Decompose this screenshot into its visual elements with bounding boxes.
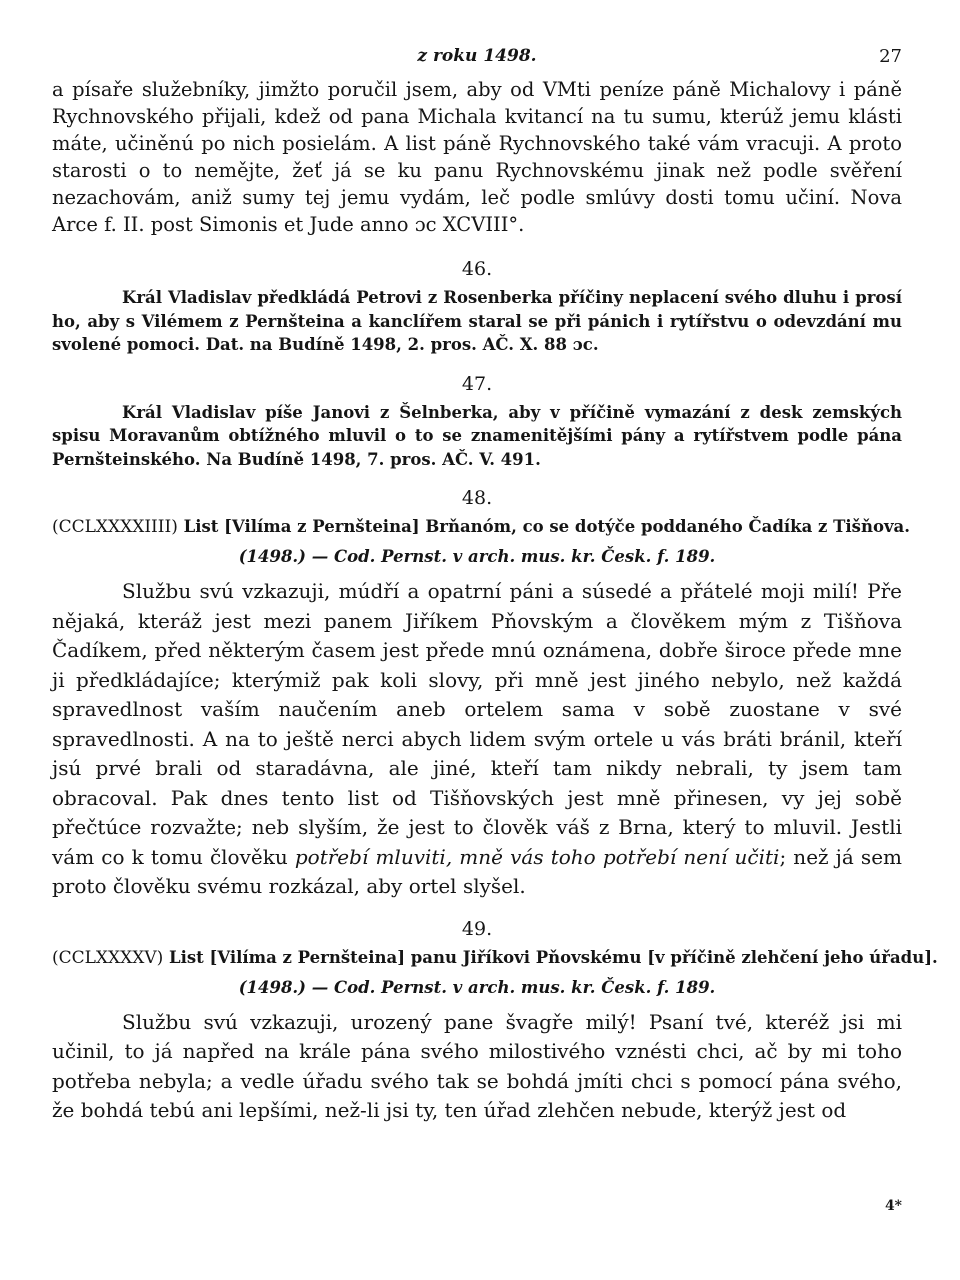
letter-heading-text: List [Vilíma z Pernšteina] Brňanóm, co se dotýče poddaného Čadíka z Tišňova. (183, 517, 910, 536)
letter-heading (52, 946, 938, 970)
letter-number: 49. (461, 917, 493, 940)
letter-body (52, 1008, 902, 1126)
letter-text: Službu svú vzkazuji, urozený pane švagře milý! Psaní tvé, kteréž jsi mi učinil, to já napřed na krále pána svého milostivého vznésti chci, ač by mi toho potřeba nebyla; a vedle úřadu svého tak se bohdá jmíti chci s pomocí pána svého, že bohdá tebú ani lepšími, než-li jsi ty, ten úřad zlehčen nebude, kterýž jest od (52, 1009, 902, 1122)
entry-regest: Král Vladislav píše Janovi z Šelnberka, aby v příčině vymazání z desk zemských spisu Moravanům obtížného mluvil o to se znamenitějšími pány a rytířstvem podle pána Pernšteinského. Na Budíně 1498, 7. pros. AČ. V. 491. (52, 402, 902, 469)
letter-roman-number: (CCLXXXXV) (52, 947, 164, 968)
letter-source: (1498.) — Cod. Pernst. v arch. mus. kr. Česk. f. 189. (238, 547, 716, 566)
running-title: z roku 1498. (417, 46, 537, 66)
letter-text-end: ; než já sem proto člověku svému rozkázal, aby ortel slyšel. (52, 844, 902, 898)
letter-roman-number: (CCLXXXXIIII) (52, 517, 178, 537)
letter-text-italic: potřebí mluviti, mně vás toho potřebí není učiti (294, 844, 780, 869)
entry-number: 46. (461, 258, 493, 280)
letter-source: (1498.) — Cod. Pernst. v arch. mus. kr. Česk. f. 189. (238, 977, 716, 997)
letter-body (52, 577, 902, 902)
letter-heading-text: List [Vilíma z Pernšteina] panu Jiříkovi Pňovskému [v příčině zlehčení jeho úřadu]. (169, 947, 938, 967)
letter-number: 48. (461, 487, 493, 509)
letter-text: Službu svú vzkazuji, múdří a opatrní páni a súsedé a přátelé moji milí! Pře nějaká, kteráž jest mezi panem Jiříkem Pňovským a člověkem mým z Tišňova Čadíkem, před některým časem jest přede mnú oznámena, dobře široce přede mne ji předkládajíce; kterýmiž pak koli slovy, při mně jest jiného nebylo, než každá spravedlnost vaším naučením aneb ortelem sama v sobě zuostane v své spravedlnosti. A na to ještě nerci abych lidem svým ortele u vás bráti bránil, kteří jsú prvé brali od staradávna, ale jiné, kteří tam nikdy nebrali, ty jsem tam obracoval. Pak dnes tento list od Tišňovských jest mně přinesen, vy jej sobě přečtúce rozvažte; neb slyším, že jest to člověk váš z Brna, který to mluvil. Jestli vám co k tomu člověku (52, 579, 902, 869)
page-header (52, 40, 902, 76)
entry-regest: Král Vladislav předkládá Petrovi z Rosenberka příčiny neplacení svého dluhu i prosí ho, aby s Vilémem z Pernšteina a kanclířem staral se při pánich i rytířstvu o odevzdání mu svolené pomoci. Dat. na Budíně 1498, 2. pros. AČ. X. 88 ɔc. (52, 288, 902, 354)
letter-heading (52, 515, 910, 539)
continuation-paragraph: a písaře služebníky, jimžto poručil jsem, aby od VMti peníze páně Michalovy i páně Rychnovského přijali, kdež od pana Michala kvitancí na tu sumu, kterúž jemu klásti máte, učiněnú po nich posielám. A list páně Rychnovského také vám vracuji. A proto starosti o to nemějte, žeť já se ku panu Rychnovskému jinak než podle svěření nezachovám, aniž sumy tej jemu vydám, leč podle smlúvy dosti tomu učiní. Nova Arce f. II. post Simonis et Jude anno ɔc XCVIII°. (52, 78, 902, 236)
signature-mark: 4* (884, 1198, 902, 1214)
page (52, 40, 938, 1126)
entry-number: 47. (461, 372, 493, 395)
page-number: 27 (879, 46, 902, 67)
